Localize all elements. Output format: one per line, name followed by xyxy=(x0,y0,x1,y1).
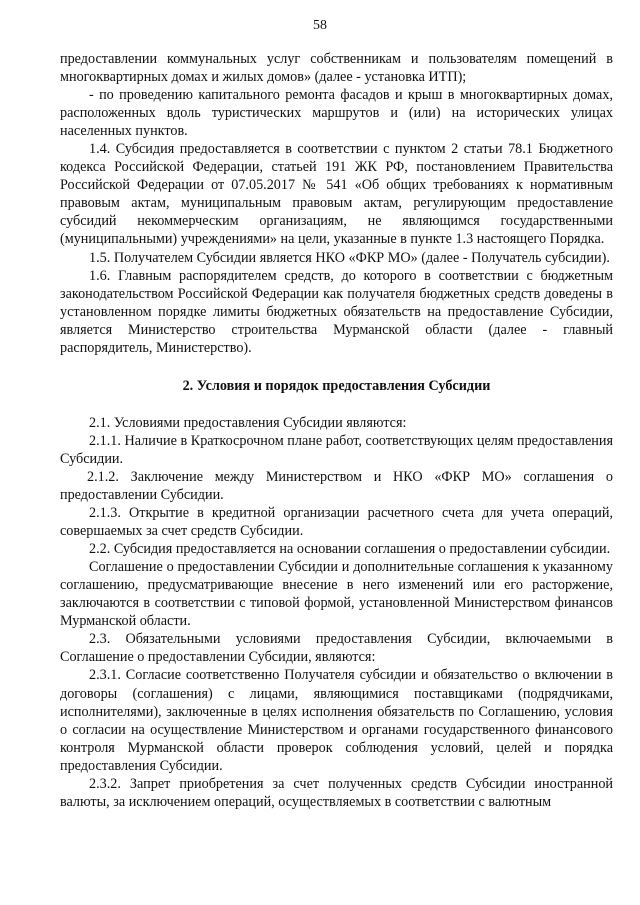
section-title: 2. Условия и порядок предоставления Субсидии xyxy=(182,377,491,394)
paragraph: 2.1.3. Открытие в кредитной организации расчетного счета для учета операций, совершаемых за счет средств Субсидии. xyxy=(60,505,613,540)
paragraph: 2.3. Обязательными условиями предоставления Субсидии, включаемыми в Соглашение о предоставлении Субсидии, являются: xyxy=(60,631,613,666)
paragraph: 2.3.2. Запрет приобретения за счет полученных средств Субсидии иностранной валюты, за исключением операций, осуществляемых в соответствии с валютным xyxy=(60,775,613,810)
paragraph: 1.6. Главным распорядителем средств, до которого в соответствии с бюджетным законодательством Российской Федерации как получателя бюджетных средств доведены в установленном порядке лимиты бюджетных обязательств на предоставление Субсидии, является Министерство строительства Мурманской области (далее - главный распорядитель, Министерство). xyxy=(60,267,613,356)
paragraph: 2.1. Условиями предоставления Субсидии являются: xyxy=(89,414,407,431)
document-body xyxy=(60,50,613,811)
page-number: 58 xyxy=(313,18,327,33)
paragraph: 1.4. Субсидия предоставляется в соответствии с пунктом 2 статьи 78.1 Бюджетного кодекса Российской Федерации, статьей 191 ЖК РФ, постановлением Правительства Российской Федерации от 07.05.2017 № 541 «Об общих требованиях к нормативным правовым актам, муниципальным правовым актам, регулирующим предоставление субсидий некоммерческим организациям, не являющимся государственными (муниципальными) учреждениями» на цели, указанные в пункте 1.3 настоящего Порядка. xyxy=(60,141,613,248)
paragraph: - по проведению капитального ремонта фасадов и крыш в многоквартирных домах, расположенных вдоль туристических маршрутов и (или) на исторических улицах населенных пунктов. xyxy=(60,87,613,140)
paragraph: 2.1.1. Наличие в Краткосрочном плане работ, соответствующих целям предоставления Субсидии. xyxy=(60,432,613,467)
paragraph: 1.5. Получателем Субсидии является НКО «ФКР МО» (далее - Получатель субсидии). xyxy=(89,249,610,266)
paragraph: 2.2. Субсидия предоставляется на основании соглашения о предоставлении субсидии. xyxy=(89,541,611,558)
paragraph: 2.1.2. Заключение между Министерством и НКО «ФКР МО» соглашения о предоставлении Субсидии. xyxy=(60,468,613,503)
paragraph: Соглашение о предоставлении Субсидии и дополнительные соглашения к указанному соглашению, предусматривающие внесение в него изменений или его расторжение, заключаются в соответствии с типовой формой, установленной Министерством финансов Мурманской области. xyxy=(60,559,613,630)
paragraph: 2.3.1. Согласие соответственно Получателя субсидии и обязательство о включении в договоры (соглашения) с лицами, являющимися поставщиками (подрядчиками, исполнителями), заключенные в целях исполнения обязательств по Соглашению, условия о согласии на осуществление Министерством и органами государственного финансового контроля Мурманской области проверок соблюдения условий, целей и порядка предоставления Субсидии. xyxy=(60,667,613,774)
paragraph: предоставлении коммунальных услуг собственникам и пользователям помещений в многоквартирных домах и жилых домов» (далее - установка ИТП); xyxy=(60,51,613,86)
